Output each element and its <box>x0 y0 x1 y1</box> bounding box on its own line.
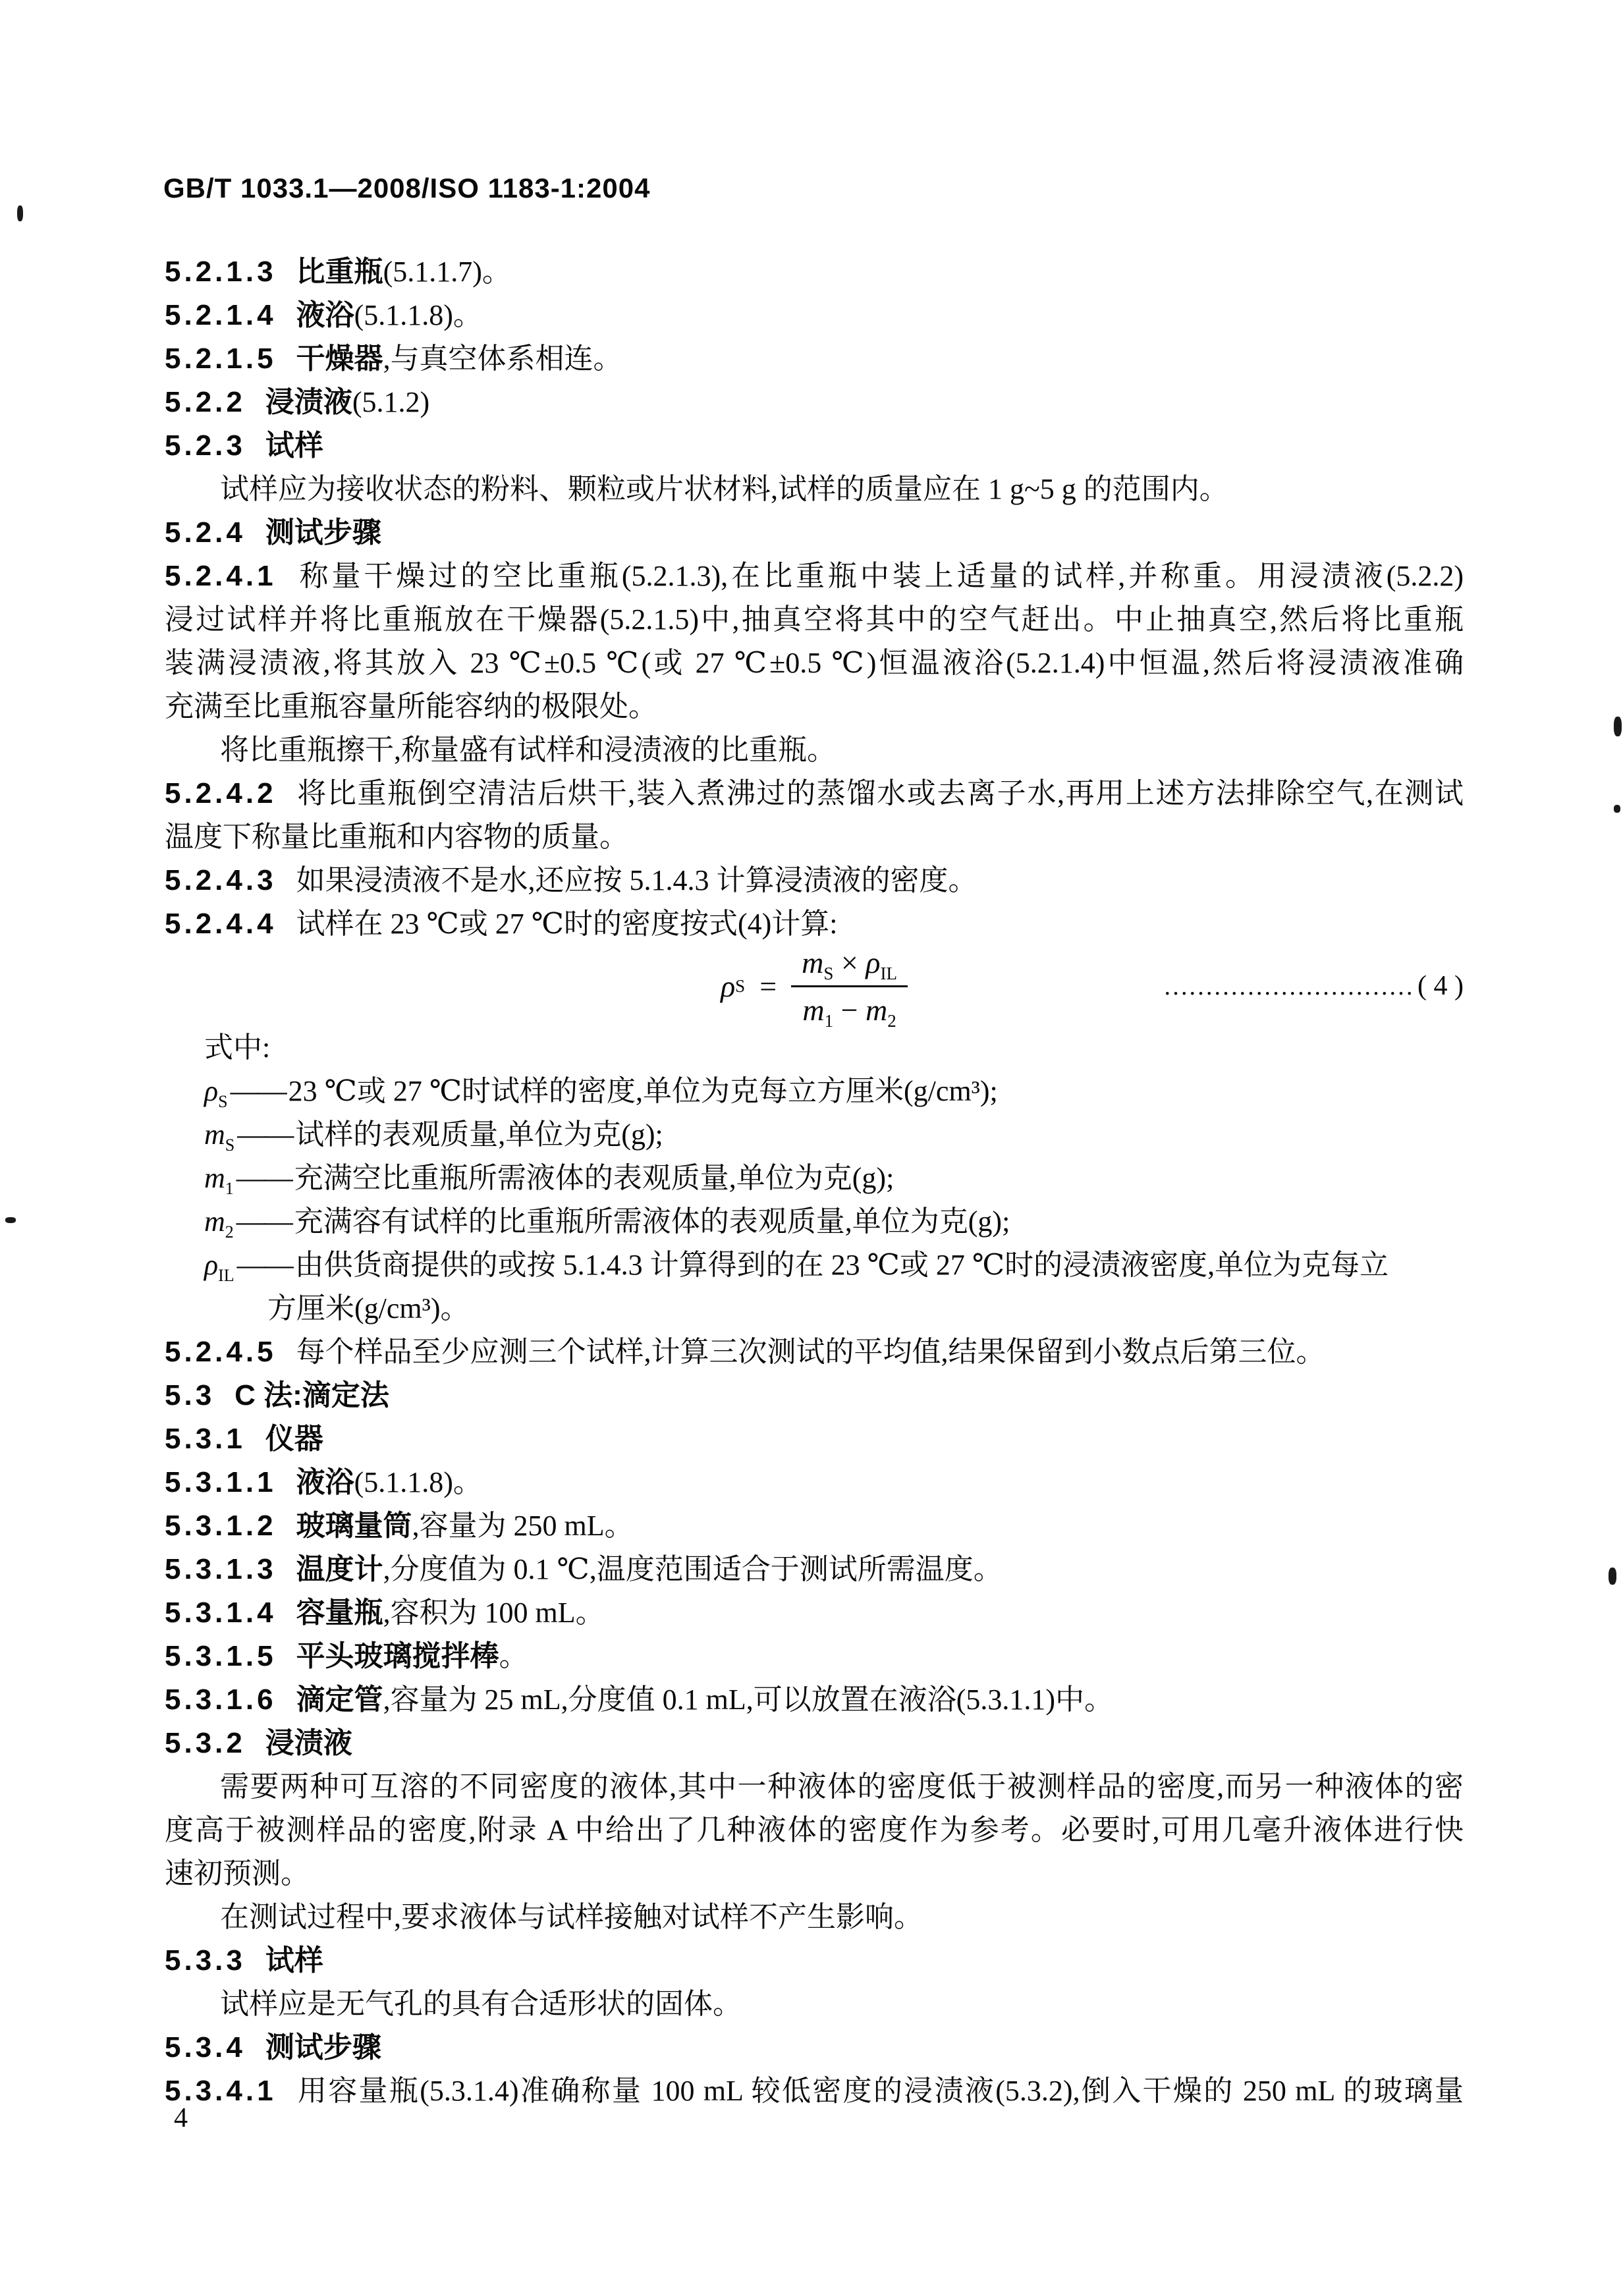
line-text: 需要两种可互溶的不同密度的液体,其中一种液体的密度低于被测样品的密度,而另一种液体的密 <box>220 1770 1464 1803</box>
clause-number: 5.3.1.4 <box>165 1597 277 1629</box>
clause-number: 5.2.1.4 <box>165 299 277 331</box>
scan-artifact <box>1614 717 1622 736</box>
clause-term: 玻璃量筒 <box>296 1510 412 1542</box>
definition-text: 充满容有试样的比重瓶所需液体的表观质量,单位为克(g); <box>294 1205 1010 1238</box>
symbol-definition <box>165 1113 1464 1157</box>
clause-number: 5.3.3 <box>165 1944 246 1977</box>
line-text: 试样应是无气孔的具有合适形状的固体。 <box>220 1988 742 2020</box>
line-text: 充满至比重瓶容量所能容纳的极限处。 <box>165 690 657 723</box>
clause-line <box>165 555 1464 598</box>
line-text: 用容量瓶(5.3.1.4)准确称量 100 mL 较低密度的浸渍液(5.3.2),倒入干燥的 250 mL 的玻璃量 <box>296 2075 1464 2107</box>
clause-number: 5.2.1.3 <box>165 256 277 288</box>
fraction-denominator <box>791 985 908 1031</box>
clause-number: 5.3.1.3 <box>165 1553 277 1585</box>
symbol: ρ <box>204 1249 219 1281</box>
fraction-numerator <box>791 945 908 985</box>
clause-number: 5.2.1.5 <box>165 342 277 375</box>
paragraph-line <box>165 642 1464 685</box>
numerator-mass-subscript: S <box>823 963 834 983</box>
clause-heading <box>165 511 1464 555</box>
clause-term: 容量瓶 <box>296 1597 383 1629</box>
formula-lhs-symbol: ρ <box>721 969 736 1003</box>
scan-artifact <box>1609 1568 1616 1585</box>
line-text: ,容积为 100 mL。 <box>383 1597 605 1629</box>
symbol-subscript: S <box>218 1091 228 1111</box>
line-text: ,容量为 250 mL。 <box>412 1510 634 1542</box>
paragraph-line <box>165 1809 1464 1852</box>
symbol: m <box>204 1118 225 1151</box>
page-number: 4 <box>174 2103 188 2133</box>
clause-line <box>165 902 1464 946</box>
clause-line <box>165 859 1464 902</box>
line-text: 方厘米(g/cm³)。 <box>267 1292 470 1325</box>
clause-number: 5.3.2 <box>165 1727 246 1759</box>
fraction <box>791 945 908 1031</box>
line-text: 度高于被测样品的密度,附录 A 中给出了几种液体的密度作为参考。必要时,可用几毫升液体进行快 <box>165 1814 1464 1846</box>
numerator-density-subscript: IL <box>880 963 897 983</box>
definition-dash: —— <box>230 1075 286 1107</box>
symbol: ρ <box>204 1075 219 1107</box>
clause-term: 液浴 <box>296 299 354 331</box>
minus-sign: − <box>840 993 858 1027</box>
symbol: m <box>204 1205 225 1238</box>
symbol-definition <box>165 1157 1464 1200</box>
definition-continuation <box>165 1287 1464 1330</box>
clause-line <box>165 772 1464 815</box>
clause-number: 5.3.4 <box>165 2031 246 2064</box>
where-intro <box>165 1026 1464 1070</box>
clause-number: 5.2.4.1 <box>165 560 277 592</box>
scan-artifact <box>1614 805 1620 813</box>
clause-term: 浸渍液 <box>265 1727 352 1759</box>
equation-number: ( 4 ) <box>1417 971 1464 1001</box>
clause-heading <box>165 1417 1464 1461</box>
numerator-density-symbol: ρ <box>866 945 881 979</box>
paragraph-line <box>165 728 1464 772</box>
equation-leader <box>1163 970 1464 1002</box>
clause-heading <box>165 2026 1464 2069</box>
clause-number: 5.2.4 <box>165 516 246 549</box>
clause-heading <box>165 1939 1464 1982</box>
leader-dots: ………………………… <box>1163 973 1414 1000</box>
document-body <box>165 250 1464 2113</box>
multiply-sign: × <box>840 945 858 979</box>
clause-line <box>165 1548 1464 1591</box>
paragraph-line <box>165 1982 1464 2026</box>
clause-number: 5.3 <box>165 1379 215 1411</box>
line-text: 浸过试样并将比重瓶放在干燥器(5.2.1.5)中,抽真空将其中的空气赶出。中止抽真空,然后将比重瓶 <box>165 603 1464 636</box>
definition-text: 23 ℃或 27 ℃时试样的密度,单位为克每立方厘米(g/cm³); <box>288 1075 998 1107</box>
line-text: (5.1.1.8)。 <box>354 1466 482 1498</box>
clause-line <box>165 1461 1464 1504</box>
clause-term: 温度计 <box>296 1553 383 1585</box>
clause-heading <box>165 1722 1464 1765</box>
line-text: 。 <box>499 1640 528 1672</box>
clause-number: 5.2.3 <box>165 429 246 462</box>
clause-term: 液浴 <box>296 1466 354 1498</box>
denominator-m1-symbol: m <box>802 993 825 1027</box>
definition-dash: —— <box>236 1162 292 1194</box>
clause-heading <box>165 1374 1464 1417</box>
clause-term: C 法:滴定法 <box>234 1379 389 1411</box>
clause-line <box>165 250 1464 294</box>
symbol-definition <box>165 1070 1464 1113</box>
clause-line <box>165 294 1464 337</box>
paragraph-line <box>165 468 1464 511</box>
clause-number: 5.2.4.2 <box>165 777 277 809</box>
paragraph-line <box>165 685 1464 728</box>
definition-text: 充满空比重瓶所需液体的表观质量,单位为克(g); <box>294 1162 894 1194</box>
paragraph-line <box>165 815 1464 859</box>
clause-line <box>165 1678 1464 1722</box>
clause-term: 滴定管 <box>296 1683 383 1716</box>
paragraph-line <box>165 1852 1464 1896</box>
clause-number: 5.3.1.1 <box>165 1466 277 1498</box>
equals-sign: = <box>759 969 777 1003</box>
line-text: (5.1.2) <box>352 386 430 418</box>
clause-line <box>165 1504 1464 1548</box>
clause-line <box>165 2069 1464 2113</box>
line-text: 在测试过程中,要求液体与试样接触对试样不产生影响。 <box>220 1901 923 1933</box>
line-text: 速初预测。 <box>165 1857 310 1890</box>
symbol-subscript: S <box>225 1135 235 1155</box>
numerator-mass-symbol: m <box>802 945 824 979</box>
scan-artifact <box>5 1217 16 1223</box>
definition-text: 由供货商提供的或按 5.1.4.3 计算得到的在 23 ℃或 27 ℃时的浸渍液密度,单位为克每立 <box>294 1249 1389 1281</box>
clause-line <box>165 381 1464 424</box>
line-text: 将比重瓶擦干,称量盛有试样和浸渍液的比重瓶。 <box>220 734 836 766</box>
clause-number: 5.2.2 <box>165 386 246 418</box>
clause-number: 5.3.1.6 <box>165 1683 277 1716</box>
definition-dash: —— <box>237 1118 293 1151</box>
clause-term: 试样 <box>265 1944 323 1977</box>
clause-term: 平头玻璃搅拌棒 <box>296 1640 499 1672</box>
clause-number: 5.3.1 <box>165 1423 246 1455</box>
clause-number: 5.2.4.4 <box>165 908 277 940</box>
line-text: 温度下称量比重瓶和内容物的质量。 <box>165 821 628 853</box>
clause-number: 5.2.4.3 <box>165 864 277 896</box>
clause-heading <box>165 424 1464 468</box>
line-text: 试样在 23 ℃或 27 ℃时的密度按式(4)计算: <box>296 908 838 940</box>
clause-number: 5.3.4.1 <box>165 2075 277 2107</box>
equation-4 <box>165 945 1464 1031</box>
clause-line <box>165 337 1464 381</box>
symbol-definition <box>165 1200 1464 1244</box>
line-text: ,容量为 25 mL,分度值 0.1 mL,可以放置在液浴(5.3.1.1)中。 <box>383 1683 1114 1716</box>
standard-number-header: GB/T 1033.1—2008/ISO 1183-1:2004 <box>163 173 651 204</box>
clause-line <box>165 1591 1464 1635</box>
line-text: 每个样品至少应测三个试样,计算三次测试的平均值,结果保留到小数点后第三位。 <box>296 1336 1325 1368</box>
line-text: 试样应为接收状态的粉料、颗粒或片状材料,试样的质量应在 1 g~5 g 的范围内。 <box>220 473 1228 505</box>
line-text: (5.1.1.7)。 <box>383 256 511 288</box>
symbol-subscript: 1 <box>225 1178 234 1198</box>
line-text: 式中: <box>204 1031 271 1064</box>
clause-number: 5.3.1.2 <box>165 1510 277 1542</box>
symbol-subscript: 2 <box>225 1222 234 1242</box>
clause-term: 比重瓶 <box>296 256 383 288</box>
symbol: m <box>204 1162 225 1194</box>
scan-artifact <box>17 205 23 221</box>
clause-line <box>165 1635 1464 1678</box>
line-text: (5.1.1.8)。 <box>354 299 482 331</box>
paragraph-line <box>165 1896 1464 1939</box>
definition-dash: —— <box>236 1205 292 1238</box>
line-text: ,与真空体系相连。 <box>383 342 622 375</box>
denominator-m2-symbol: m <box>866 993 888 1027</box>
clause-term: 干燥器 <box>296 342 383 375</box>
paragraph-line <box>165 1765 1464 1809</box>
clause-line <box>165 1330 1464 1374</box>
definition-text: 试样的表观质量,单位为克(g); <box>295 1118 663 1151</box>
paragraph-line <box>165 598 1464 642</box>
clause-term: 仪器 <box>265 1423 323 1455</box>
clause-term: 试样 <box>265 429 323 462</box>
line-text: 将比重瓶倒空清洁后烘干,装入煮沸过的蒸馏水或去离子水,再用上述方法排除空气,在测试 <box>296 777 1464 809</box>
symbol-definition <box>165 1244 1464 1287</box>
clause-term: 测试步骤 <box>265 516 381 549</box>
density-formula: ρ S = $\frac{m_S \times \rho_{IL}}{m_1 - m_2}$ <box>721 945 908 1027</box>
clause-term: 浸渍液 <box>265 386 352 418</box>
clause-term: 测试步骤 <box>265 2031 381 2064</box>
line-text: ,分度值为 0.1 ℃,温度范围适合于测试所需温度。 <box>383 1553 1003 1585</box>
line-text: 称量干燥过的空比重瓶(5.2.1.3),在比重瓶中装上适量的试样,并称重。用浸渍液(5.2.2) <box>296 560 1464 592</box>
denominator-m2-subscript: 2 <box>887 1010 896 1031</box>
line-text: 如果浸渍液不是水,还应按 5.1.4.3 计算浸渍液的密度。 <box>296 864 977 896</box>
definition-dash: —— <box>236 1249 292 1281</box>
denominator-m1-subscript: 1 <box>824 1010 834 1031</box>
line-text: 装满浸渍液,将其放入 23 ℃±0.5 ℃(或 27 ℃±0.5 ℃)恒温液浴(5.2.1.4)中恒温,然后将浸渍液准确 <box>165 647 1464 679</box>
clause-number: 5.3.1.5 <box>165 1640 277 1672</box>
symbol-subscript: IL <box>218 1265 234 1285</box>
clause-number: 5.2.4.5 <box>165 1336 277 1368</box>
